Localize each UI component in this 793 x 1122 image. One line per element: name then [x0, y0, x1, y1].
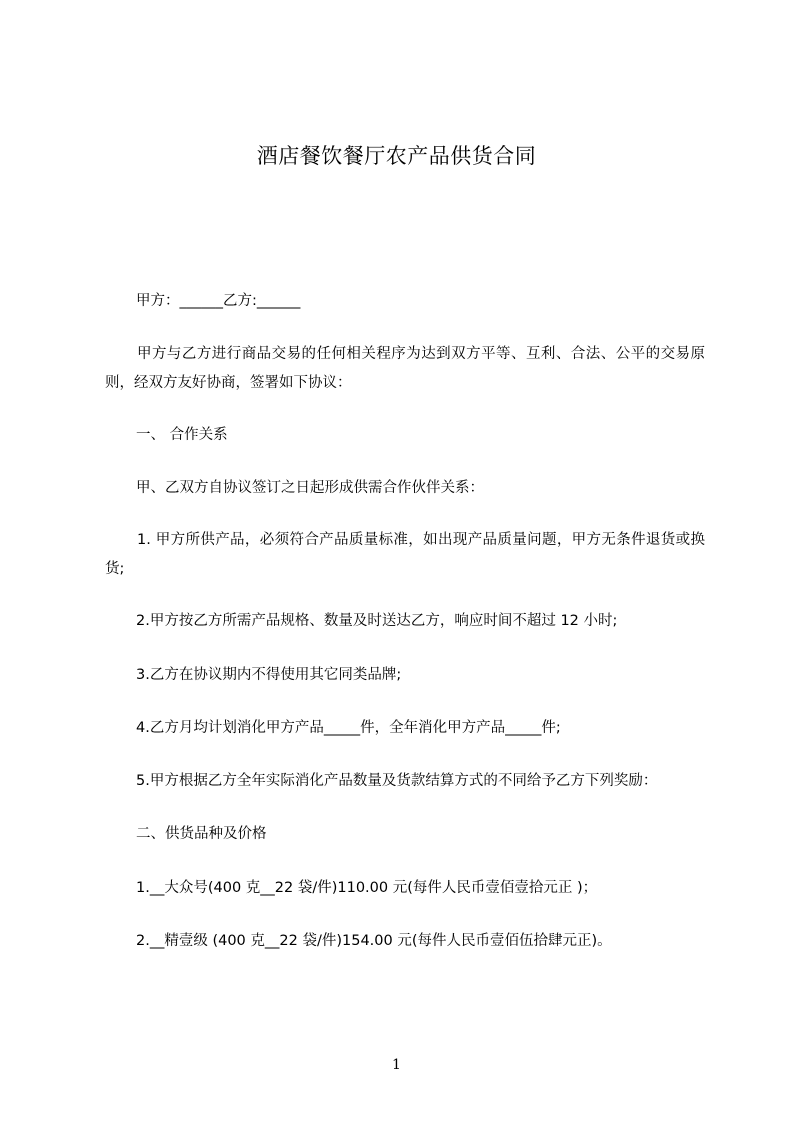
clause-5: 5.甲方根据乙方全年实际消化产品数量及货款结算方式的不同给予乙方下列奖励： [136, 773, 658, 789]
clause-3: 3.乙方在协议期内不得使用其它同类品牌; [136, 667, 402, 683]
page-number: 1 [392, 1057, 401, 1073]
section-1-lead: 甲、乙双方自协议签订之日起形成供需合作伙伴关系： [136, 480, 484, 496]
section-1-heading: 一、 合作关系 [136, 427, 228, 443]
price-item-2: 2.__精壹级 (400 克__22 袋/件)154.00 元(每件人民币壹佰伍拾肆元正)。 [136, 933, 612, 949]
section-2-heading: 二、供货品种及价格 [136, 826, 267, 842]
parties-line: 甲方：______乙方:______ [136, 293, 301, 309]
clause-4: 4.乙方月均计划消化甲方产品_____件，全年消化甲方产品_____件; [136, 720, 561, 736]
intro-paragraph: 甲方与乙方进行商品交易的任何相关程序为达到双方平等、互利、合法、公平的交易原则，经双方友好协商，签署如下协议： [105, 346, 705, 391]
contract-title: 酒店餐饮餐厅农产品供货合同 [256, 144, 537, 168]
price-item-1: 1.__大众号(400 克__22 袋/件)110.00 元(每件人民币壹佰壹拾元正 )； [136, 880, 598, 896]
clause-2: 2.甲方按乙方所需产品规格、数量及时送达乙方，响应时间不超过 12 小时; [136, 613, 618, 629]
clause-1: 1. 甲方所供产品，必须符合产品质量标准，如出现产品质量问题，甲方无条件退货或换货; [105, 532, 705, 577]
